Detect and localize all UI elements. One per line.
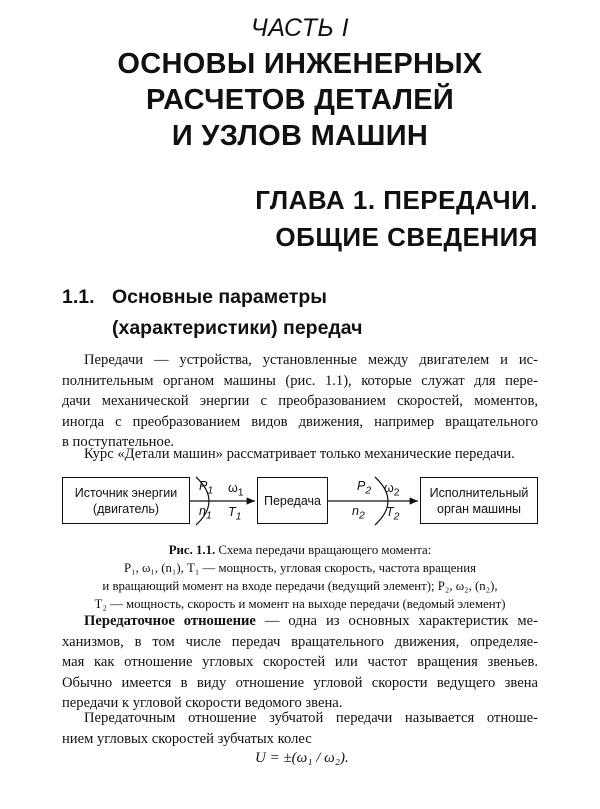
part-title	[0, 46, 600, 154]
section-number: 1.1.	[62, 286, 95, 308]
output-organ-box	[420, 477, 538, 524]
chapter-title	[255, 182, 538, 256]
section-heading	[62, 282, 362, 344]
label-T2: $T_2$	[386, 505, 400, 523]
transmission-box	[257, 477, 328, 524]
caption-line: P₁, ω₁, (n₁), T₁ — мощность, угловая скорость, частота вращения	[124, 561, 476, 575]
part-title-line: И УЗЛОВ МАШИН	[171, 120, 429, 152]
term-gear-ratio: Передаточное отношение	[84, 613, 256, 629]
paragraph-intro	[62, 350, 538, 453]
transmission-diagram	[62, 465, 538, 537]
paragraph-line: ханизмов, в том числе передач вращательного движения, определяе-	[62, 633, 538, 650]
paragraph-gear-ratio-definition	[62, 708, 538, 749]
paragraph-line: Передачи — устройства, установленные между двигателем и ис-	[84, 352, 538, 368]
label-n1: $n_1$	[199, 504, 212, 522]
label-omega1: $\omega_1$	[228, 481, 244, 499]
label-omega2: $\omega_2$	[384, 481, 400, 499]
section-title-line2: (характеристики) передач	[112, 317, 363, 339]
paragraph-course	[62, 444, 538, 465]
paragraph-line: в поступательное.	[62, 434, 175, 451]
caption-line: T₂ — мощность, скорость и момент на выходе передачи (ведомый элемент)	[94, 597, 506, 611]
caption-title: Схема передачи вращающего момента:	[215, 543, 432, 557]
box-label-line: Источник энергии	[74, 485, 178, 500]
label-n2: $n_2$	[352, 504, 365, 522]
part-label: ЧАСТЬ I	[250, 14, 350, 42]
paragraph-line: мая как отношение угловых скоростей или частот вращения звеньев.	[62, 654, 538, 671]
part-title-line: ОСНОВЫ ИНЖЕНЕРНЫХ	[117, 48, 483, 80]
part-title-line: РАСЧЕТОВ ДЕТАЛЕЙ	[145, 84, 455, 116]
chapter-title-line: ГЛАВА 1. ПЕРЕДАЧИ.	[255, 185, 538, 215]
caption-line: и вращающий момент на входе передачи (ведущий элемент); P₂, ω₂, (n₂),	[102, 579, 498, 593]
figure-caption	[62, 541, 538, 613]
label-P1: $P_1$	[199, 479, 214, 497]
paragraph-line: иногда с преобразованием видов движения, например вращательного	[62, 413, 538, 430]
label-P2: $P_2$	[357, 479, 372, 497]
box-label-line: Исполнительный	[429, 485, 529, 500]
paragraph-line: передачи к угловой скорости ведомого звена.	[62, 695, 343, 712]
gear-ratio-formula: U = ±(ω₁ / ω₂).	[255, 750, 349, 766]
paragraph-line: Передаточным отношение зубчатой передачи называется отноше-	[84, 710, 538, 726]
paragraph-line: полнительным органом машины (рис. 1.1), которые служат для пере-	[62, 372, 538, 389]
box-label-line: (двигатель)	[92, 501, 160, 516]
paragraph-line: Курс «Детали машин» рассматривает только механические передачи.	[84, 446, 515, 462]
energy-source-box	[62, 477, 190, 524]
caption-label: Рис. 1.1.	[168, 543, 216, 557]
chapter-title-line: ОБЩИЕ СВЕДЕНИЯ	[275, 222, 538, 252]
paragraph-gear-ratio	[62, 611, 538, 714]
box-label-line: орган машины	[437, 501, 521, 516]
box-label: Передача	[263, 493, 321, 508]
section-title-line1: Основные параметры	[112, 286, 327, 308]
paragraph-line: нием угловых скоростей зубчатых колес	[62, 730, 312, 747]
paragraph-line: Передаточное отношение — одна из основных характеристик ме-	[84, 613, 538, 629]
paragraph-line: Обычно имеется в виду отношение угловой скорости ведущего звена	[62, 674, 538, 691]
label-T1: $T_1$	[228, 505, 242, 523]
paragraph-line: дачи механической энергии с преобразованием скоростей, моментов,	[62, 393, 538, 410]
